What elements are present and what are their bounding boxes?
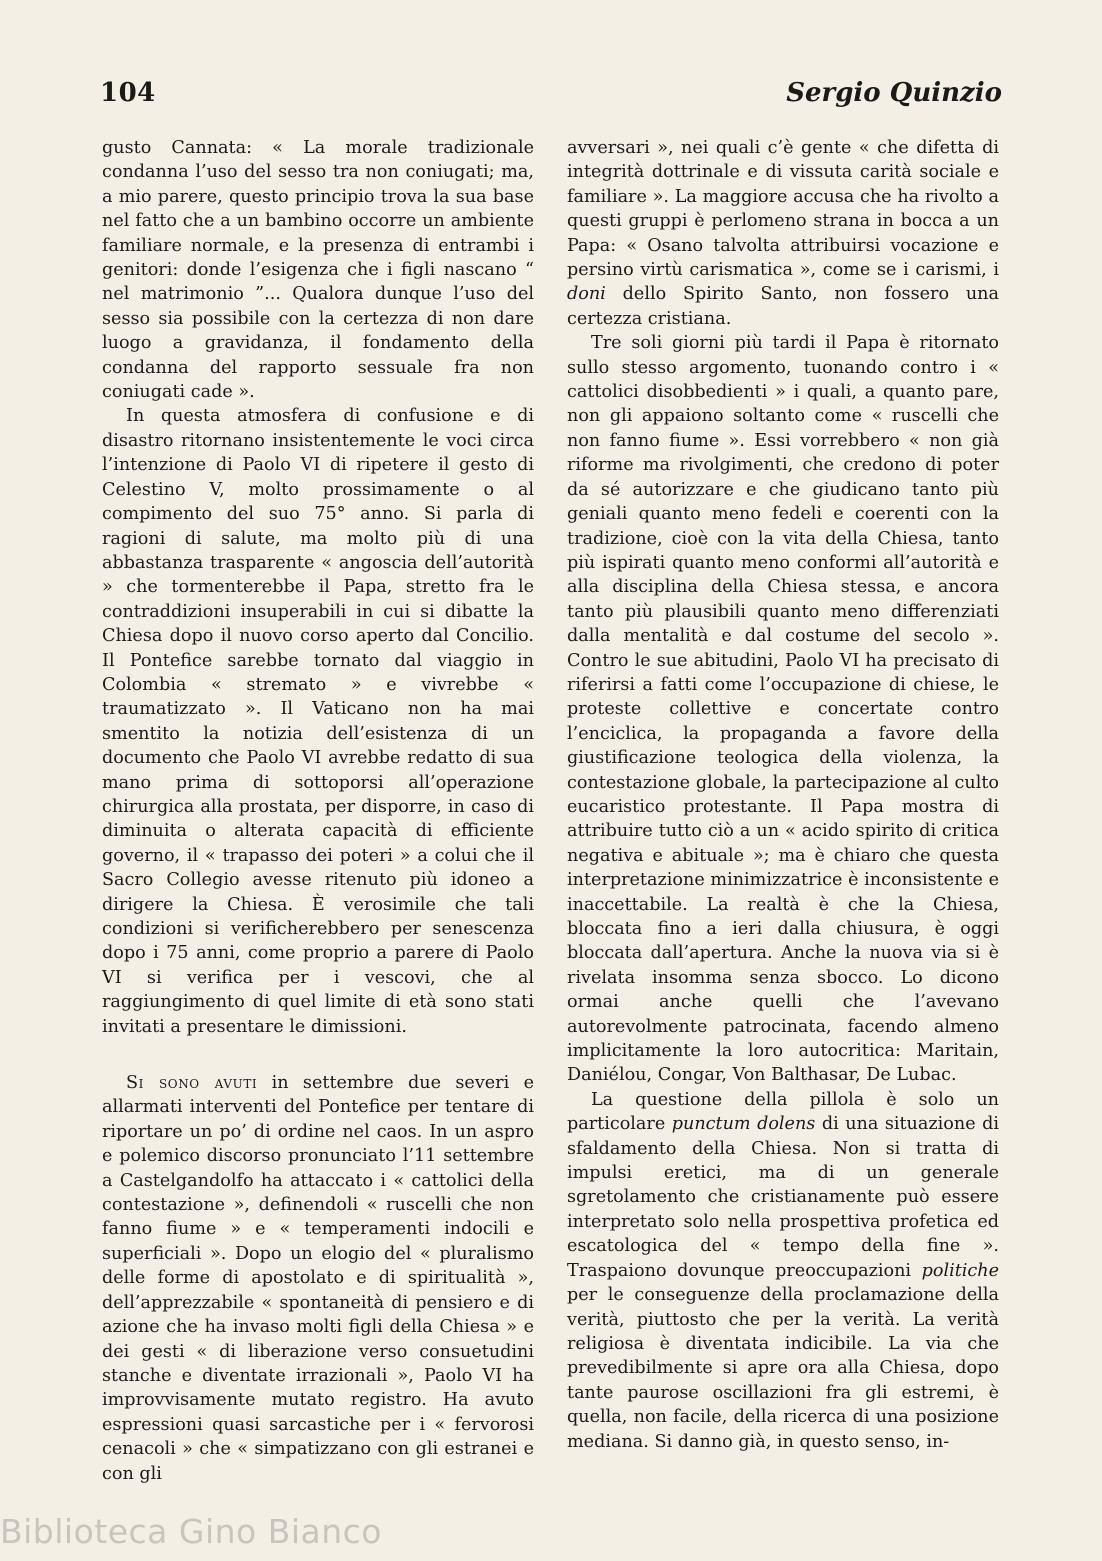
section-lead: Si sono avuti	[126, 1073, 258, 1094]
paragraph	[102, 1071, 534, 1486]
paragraph	[567, 136, 999, 331]
paragraph-text: avversari », nei quali c’è gente « che difetta di integrità dottrinale e di vissuta carità sociale e familiare ». La maggiore accusa che ha rivolto a questi gruppi è perlomeno strana in bocca a un Papa: « Osano talvolta attribuirsi vocazione e persino virtù carismatica », come se i carismi, i	[567, 138, 999, 281]
left-column	[102, 136, 534, 1486]
right-column	[567, 136, 999, 1454]
paragraph: gusto Cannata: « La morale tradizionale condanna l’uso del sesso tra non coniugati; ma, a mio parere, questo principio trova la sua base nel fatto che a un bambino occorre un ambiente familiare normale, e la presenza di entrambi i genitori: donde l’esigenza che i figli nascano “ nel matrimonio ”... Qualora dunque l’uso del sesso sia possibile con la certezza di non dare luogo a gravidanza, il fondamento della condanna del rapporto sessuale fra non coniugati cade ».	[102, 138, 534, 403]
italic-term: punctum dolens	[671, 1114, 816, 1135]
paragraph: Tre soli giorni più tardi il Papa è ritornato sullo stesso argomento, tuonando contro i « cattolici disobbedienti » i quali, a quanto pare, non gli appaiono soltanto come « ruscelli che non fanno fiume ». Essi vorrebbero « non già riforme ma rivolgimenti, che credono di poter da sé autorizzare e che giudicano tanto più geniali quanto meno fedeli e coerenti con la tradizione, cioè con la vita della Chiesa, tanto più ispirati quanto meno conformi all’autorità e alla disciplina della Chiesa stessa, e ancora tanto più plausibili quanto meno differenziati dalla mentalità e dal costume del secolo ». Contro le sue abitudini, Paolo VI ha precisato di riferirsi a fatti come l’occupazione di chiese, le proteste collettive e concertate contro l’enciclica, la propaganda a favore della giustificazione teologica della violenza, la contestazione globale, la partecipazione al culto eucaristico protestante. Il Papa mostra di attribuire tutto ciò a un « acido spirito di critica negativa e abituale »; ma è chiaro che questa interpretazione minimizzatrice è inconsistente e inaccettabile. La realtà è che la Chiesa, bloccata fino a ieri dalla chiusura, è oggi bloccata dall’apertura. Anche la nuova via si è rivelata insomma senza sbocco. Lo dicono ormai anche quelli che l’avevano autorevolmente patrocinata, facendo almeno implicitamente la loro autocritica: Maritain, Daniélou, Congar, Von Balthasar, De Lubac.	[567, 333, 999, 1086]
paragraph-text: in settembre due severi e allarmati interventi del Pontefice per tentare di riportare un po’ di ordine nel caos. In un aspro e polemico discorso pronunciato l’11 settembre a Castelgandolfo ha attaccato i « cattolici della contestazione », definendoli « ruscelli che non fanno fiume » e « temperamenti indocili e superficiali ». Dopo un elogio del « pluralismo delle forme di apostolato e di spiritualità », dell’apprezzabile « spontaneità di pensiero e di azione che ha invaso molti figli della Chiesa » e dei gesti « di liberazione verso consuetudini stanche e diventate irrazionali », Paolo VI ha improvvisamente mutato registro. Ha avuto espressioni quasi sarcastiche per i « fervorosi cenacoli » che « simpatizzano con gli estranei e con gli	[102, 1073, 534, 1484]
italic-term: politiche	[921, 1260, 999, 1281]
running-head: Sergio Quinzio	[786, 78, 1002, 108]
paragraph-text: di una situazione di sfaldamento della Chiesa. Non si tratta di impulsi eretici, ma di un generale sgretolamento che cristianamente può essere interpretato solo nella prospettiva profetica ed escatologica del « tempo della fine ». Traspaiono dovunque preoccupazioni	[567, 1114, 999, 1281]
paragraph-text: per le conseguenze della proclamazione della verità, piuttosto che per la verità. La verità religiosa è diventata indicibile. La via che prevedibilmente si apre ora alla Chiesa, dopo tante paurose oscillazioni fra gli estremi, è quella, non facile, della ricerca di una posizione mediana. Si danno già, in questo senso, in-	[567, 1285, 999, 1452]
paragraph-text: dello Spirito Santo, non fossero una certezza cristiana.	[567, 284, 999, 329]
paragraph-text: La questione della pillola è solo un particolare	[567, 1089, 999, 1135]
italic-term: doni	[567, 284, 606, 305]
paragraph	[567, 1088, 999, 1454]
paragraph: In questa atmosfera di confusione e di disastro ritornano insistentemente le voci circa l’intenzione di Paolo VI di ripetere il gesto di Celestino V, molto prossimamente o al compimento del suo 75° anno. Si parla di ragioni di salute, ma molto più di una abbastanza trasparente « angoscia dell’autorità » che tormenterebbe il Papa, stretto fra le contraddizioni insuperabili in cui si dibatte la Chiesa dopo il nuovo corso aperto dal Concilio. Il Pontefice sarebbe tornato dal viaggio in Colombia « stremato » e vivrebbe « traumatizzato ». Il Vaticano non ha mai smentito la notizia dell’esistenza di un documento che Paolo VI avrebbe redatto di sua mano prima di sottoporsi all’operazione chirurgica alla prostata, per disporre, in caso di diminuita o alterata capacità di efficiente governo, il « trapasso dei poteri » a colui che il Sacro Collegio avesse ritenuto più idoneo a dirigere la Chiesa. È verosimile che tali condizioni si verificherebbero per senescenza dopo i 75 anni, come proprio a parere di Paolo VI si verifica per i vescovi, che al raggiungimento di quel limite di età sono stati invitati a presentare le dimissioni.	[102, 406, 534, 1037]
library-watermark: Biblioteca Gino Bianco	[0, 1512, 382, 1551]
page-number: 104	[100, 78, 156, 108]
